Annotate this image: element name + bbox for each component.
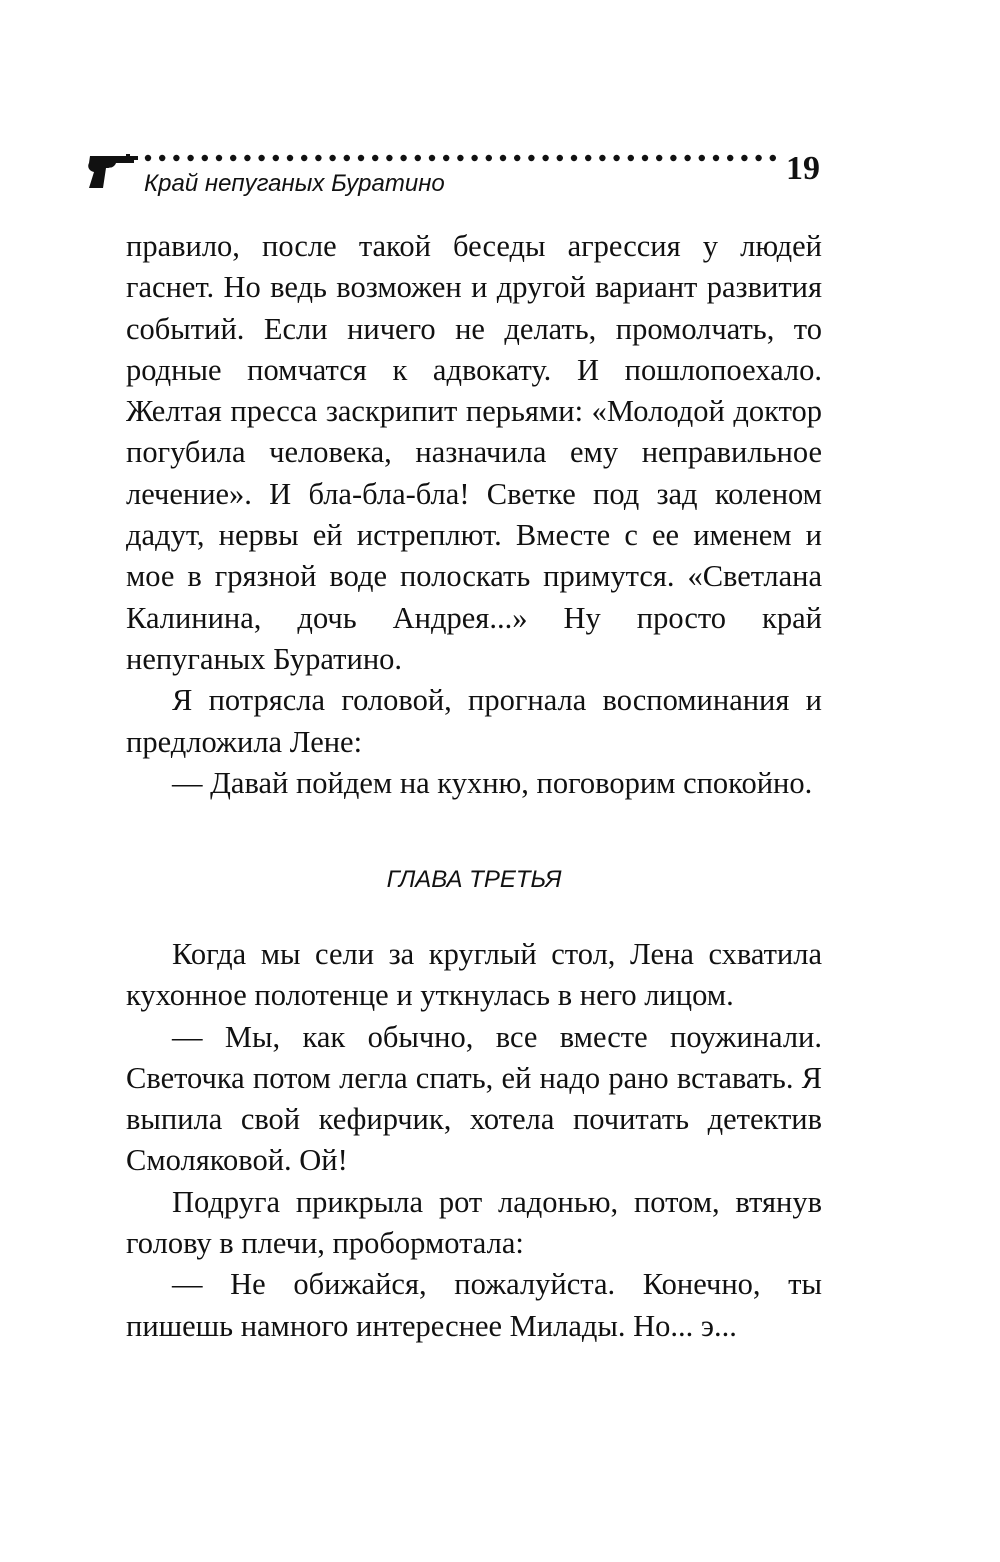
text-after-chapter: [126, 934, 822, 1347]
page-number: 19: [786, 150, 820, 187]
running-title: Край непуганых Буратино: [144, 170, 445, 197]
paragraph: Подруга прикрыла рот ладонью, потом, втянув голову в плечи, пробормотала:: [126, 1184, 822, 1261]
paragraph: Я потрясла головой, прогнала воспоминания и предложила Лене:: [126, 683, 822, 759]
paragraph: — Давай пойдем на кухню, поговорим спокойно.: [172, 765, 813, 800]
header-dotted-rule: [142, 148, 778, 168]
chapter-heading: ГЛАВА ТРЕТЬЯ: [386, 866, 562, 893]
paragraph: правило, после такой беседы агрессия у людей гаснет. Но ведь возможен и другой вариант развития событий. Если ничего не делать, промолчать, то родные помчатся к адвокату. И пошлопоехало. Желтая пресса заскрипит перьями: «Молодой доктор погубила человека, назначила ему неправильное лечение». И бла-бла-бла! Светке под зад коленом дадут, нервы ей истреплют. Вместе с ее именем и мое в грязной воде полоскать примутся. «Светлана Калинина, дочь Андрея...» Ну просто край непуганых Буратино.: [126, 229, 822, 676]
paragraph: — Не обижайся, пожалуйста. Конечно, ты пишешь намного интереснее Милады. Но... э...: [126, 1267, 822, 1343]
paragraph: Когда мы сели за круглый стол, Лена схватила кухонное полотенце и уткнулась в него лицом.: [126, 937, 822, 1013]
text-before-chapter: [126, 226, 822, 804]
running-header: [86, 148, 826, 198]
paragraph: — Мы, как обычно, все вместе поужинали. Светочка потом легла спать, ей надо рано вставать. Я выпила свой кефирчик, хотела почитать детектив Смоляковой. Ой!: [126, 1019, 822, 1178]
revolver-icon: [86, 154, 142, 190]
